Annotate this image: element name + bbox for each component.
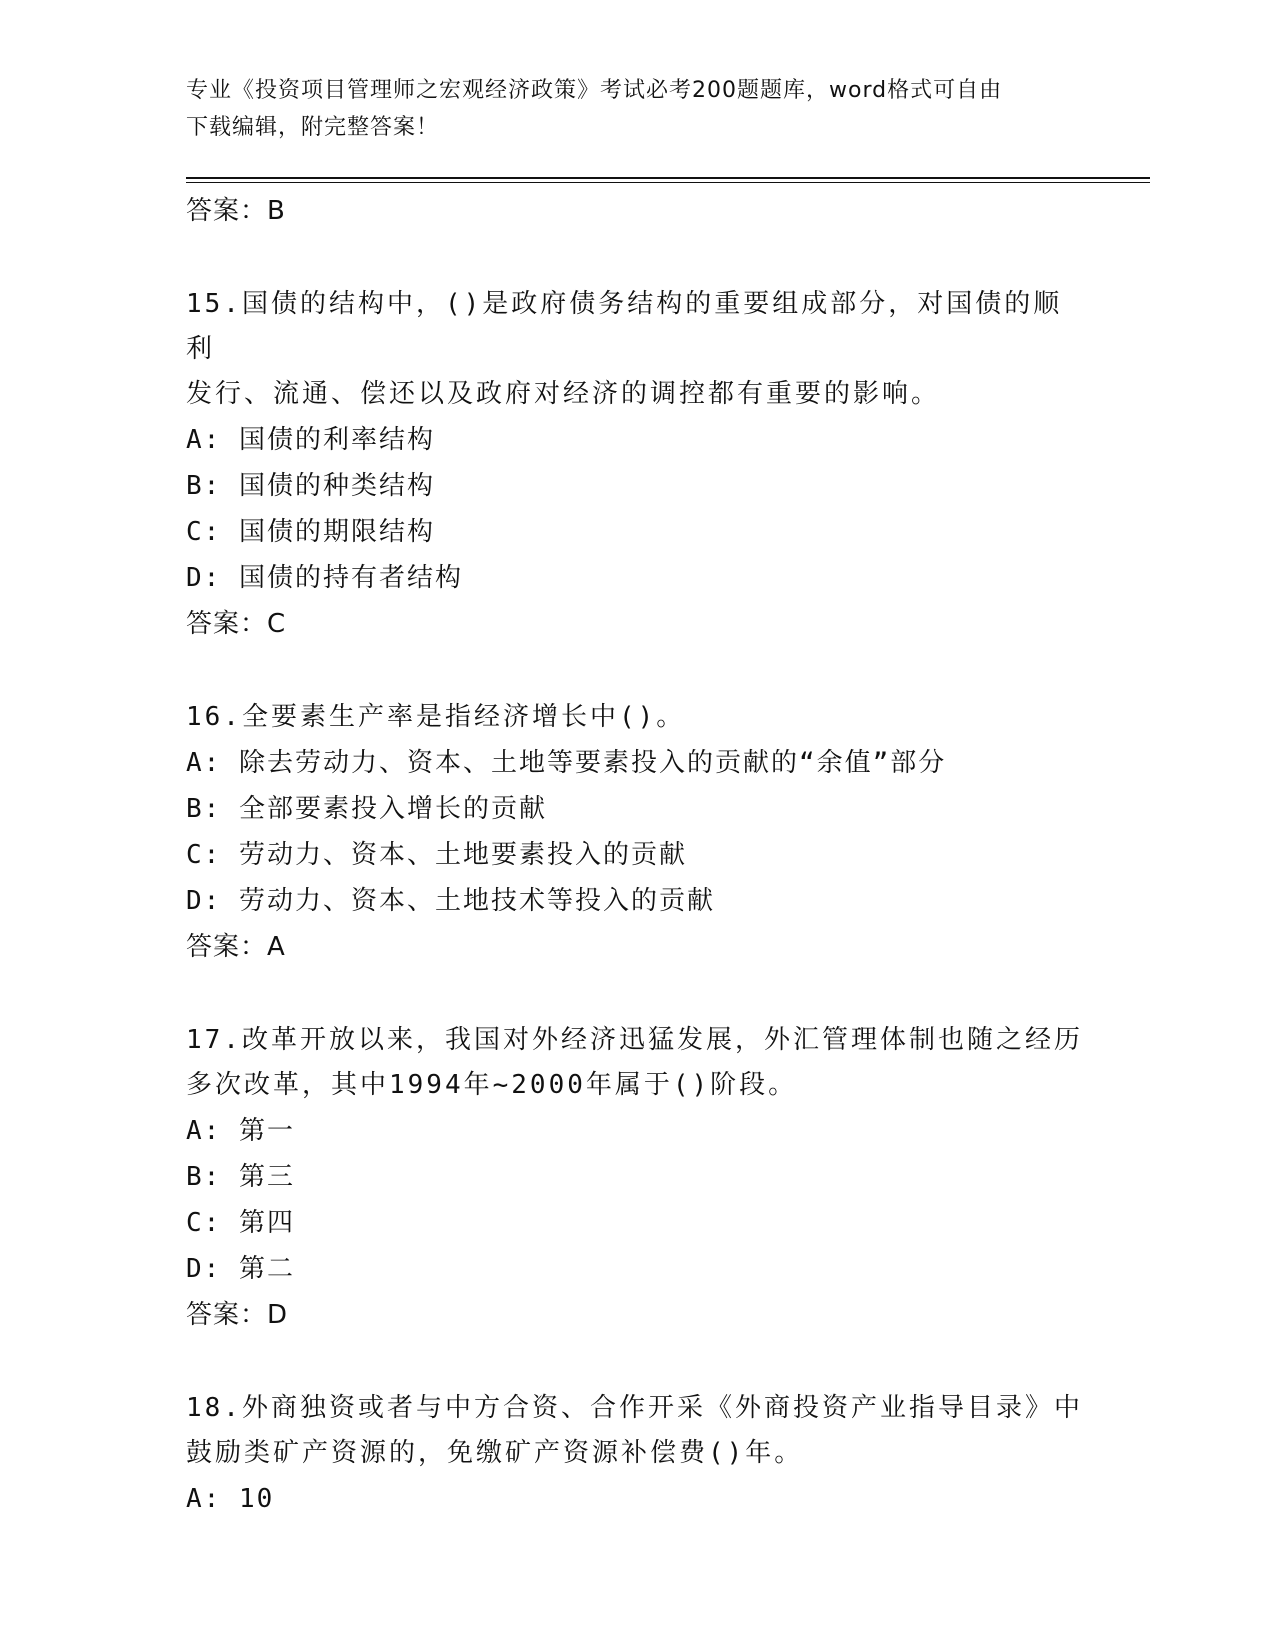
- option-b: B: 全部要素投入增长的贡献: [186, 794, 547, 824]
- header-divider-thick: [186, 177, 1150, 179]
- answer-line: 答案：D: [186, 1300, 289, 1330]
- question-text: 18.外商独资或者与中方合资、合作开采《外商投资产业指导目录》中: [186, 1393, 1083, 1423]
- option-a: A: 国债的利率结构: [186, 425, 435, 455]
- answer-line: 答案：C: [186, 609, 287, 639]
- question-text: 发行、流通、偿还以及政府对经济的调控都有重要的影响。: [186, 379, 941, 409]
- answer-line: 答案：B: [186, 196, 286, 226]
- option-a: A: 除去劳动力、资本、土地等要素投入的贡献的“余值”部分: [186, 748, 947, 778]
- option-a: A: 10: [186, 1484, 275, 1514]
- option-c: C: 国债的期限结构: [186, 517, 435, 547]
- question-17: [186, 1018, 1086, 1338]
- answer-line: 答案：A: [186, 932, 286, 962]
- option-b: B: 国债的种类结构: [186, 471, 435, 501]
- question-text: 多次改革，其中1994年~2000年属于()阶段。: [186, 1070, 798, 1100]
- header-line-2: 下载编辑，附完整答案！: [186, 115, 440, 140]
- question-list: [186, 188, 1086, 1522]
- option-a: A: 第一: [186, 1116, 295, 1146]
- option-d: D: 第二: [186, 1254, 295, 1284]
- question-text: 15.国债的结构中，()是政府债务结构的重要组成部分，对国债的顺利: [186, 289, 1063, 364]
- header-divider-thin: [186, 182, 1150, 183]
- question-16: [186, 695, 1086, 970]
- header-line-1: 专业《投资项目管理师之宏观经济政策》考试必考200题题库，word格式可自由: [186, 78, 1003, 103]
- question-text: 17.改革开放以来，我国对外经济迅猛发展，外汇管理体制也随之经历: [186, 1025, 1083, 1055]
- option-b: B: 第三: [186, 1162, 295, 1192]
- option-d: D: 国债的持有者结构: [186, 563, 463, 593]
- option-c: C: 第四: [186, 1208, 295, 1238]
- question-text: 16.全要素生产率是指经济增长中()。: [186, 702, 686, 732]
- question-18: [186, 1386, 1086, 1522]
- option-c: C: 劳动力、资本、土地要素投入的贡献: [186, 840, 687, 870]
- document-header: [186, 72, 1086, 146]
- question-15: [186, 282, 1086, 647]
- option-d: D: 劳动力、资本、土地技术等投入的贡献: [186, 886, 715, 916]
- question-text: 鼓励类矿产资源的，免缴矿产资源补偿费()年。: [186, 1438, 804, 1468]
